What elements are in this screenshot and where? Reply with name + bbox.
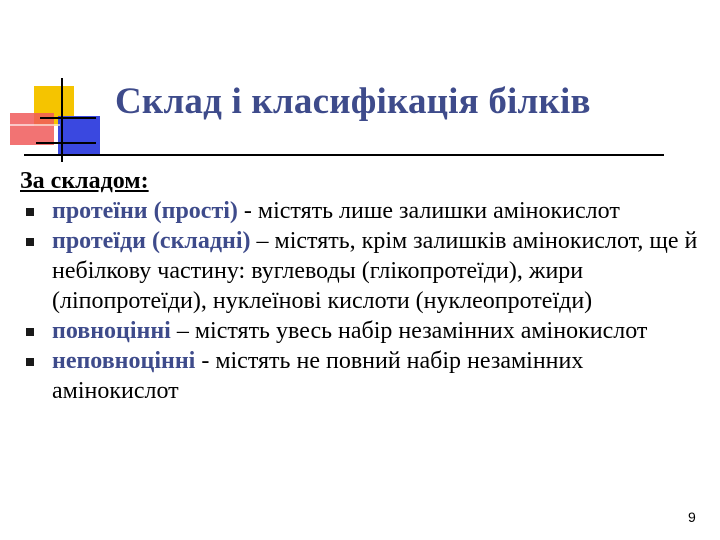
item-text: - містять лише залишки амінокислот xyxy=(237,198,620,224)
square-bullet-icon xyxy=(26,328,34,336)
decorative-squares-icon xyxy=(0,0,110,170)
list-item xyxy=(20,196,710,226)
item-term: протеїни (прості) xyxy=(52,198,238,224)
page-number: 9 xyxy=(688,509,696,525)
square-bullet-icon xyxy=(26,208,34,216)
square-bullet-icon xyxy=(26,238,34,246)
square-bullet-icon xyxy=(26,358,34,366)
item-text: - містять не повний набір незамінних амінокислот xyxy=(52,348,584,404)
list-item xyxy=(20,316,710,346)
item-text: – містять увесь набір незамінних амінокислот xyxy=(170,318,648,344)
classification-list xyxy=(20,196,710,406)
list-item xyxy=(20,346,710,406)
item-term: протеїди (складні) xyxy=(52,228,251,254)
item-term: неповноцінні xyxy=(52,348,202,374)
item-term: повноцінні xyxy=(52,318,171,344)
title-divider xyxy=(24,154,664,156)
item-text: – містять, крім залишків амінокислот, ще й небілкову частину: вуглеводы (глікопротеїди), жири (ліпопротеїди), нуклеїнові кислоти (нуклеопротеїди) xyxy=(52,228,698,314)
slide-title: Склад і класифікація білків xyxy=(115,81,591,122)
list-item xyxy=(20,226,710,316)
section-heading: За складом: xyxy=(20,168,149,194)
slide-body xyxy=(20,166,710,406)
